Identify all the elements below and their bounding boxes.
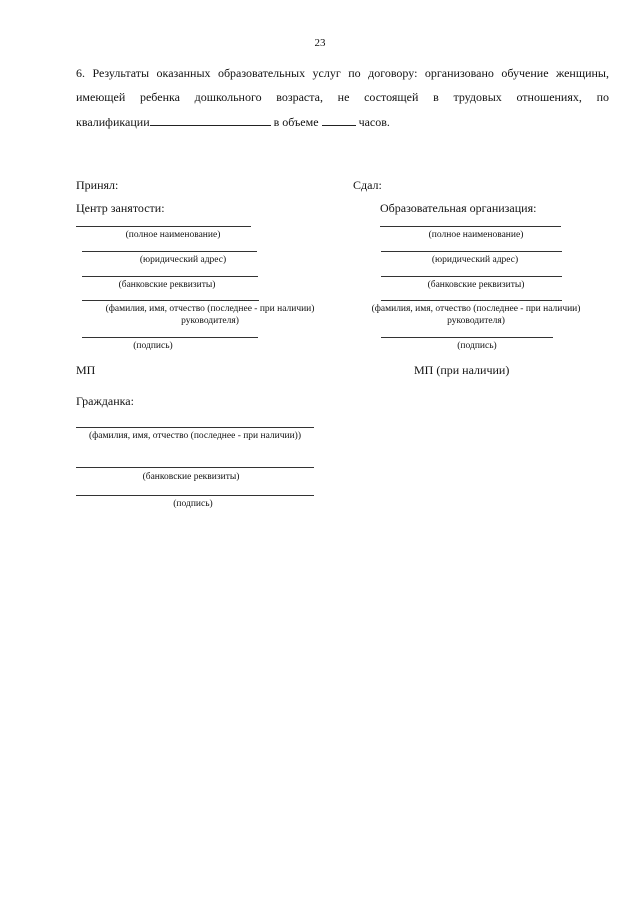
hours-blank: [322, 114, 356, 126]
left-head-name-caption: (фамилия, имя, отчество (последнее - при наличии) руководителя): [105, 304, 315, 326]
citizen-bank-details-line: [76, 467, 314, 468]
left-seal-label: МП: [76, 363, 96, 377]
clause-line-2: имеющей ребенка дошкольного возраста, не состоящей в трудовых отношениях, по: [76, 90, 609, 104]
citizen-full-name-line: [76, 427, 314, 428]
citizen-label: Гражданка:: [76, 394, 134, 408]
left-bank-details-caption: (банковские реквизиты): [118, 280, 216, 290]
right-full-name-line: [380, 226, 561, 227]
right-bank-details-line: [381, 276, 562, 277]
right-head-name-caption: (фамилия, имя, отчество (последнее - при наличии) руководителя): [371, 304, 581, 326]
accepted-label: Принял:: [76, 178, 119, 192]
citizen-bank-details-caption: (банковские реквизиты): [142, 472, 240, 482]
right-bank-details-caption: (банковские реквизиты): [427, 280, 525, 290]
page-number: 23: [314, 37, 326, 49]
left-full-name-caption: (полное наименование): [125, 230, 221, 240]
volume-label: в объеме: [273, 115, 319, 129]
left-full-name-line: [76, 226, 251, 227]
left-signature-caption: (подпись): [133, 341, 173, 351]
left-signature-line: [82, 337, 258, 338]
educational-organization-label: Образовательная организация:: [380, 201, 537, 215]
left-head-name-line: [82, 300, 259, 301]
right-seal-text: МП (при наличии): [414, 363, 510, 377]
left-legal-address-caption: (юридический адрес): [139, 255, 227, 265]
citizen-signature-caption: (подпись): [173, 499, 213, 509]
right-legal-address-caption: (юридический адрес): [431, 255, 519, 265]
qualification-label: квалификации: [76, 115, 150, 129]
citizen-signature-line: [76, 495, 314, 496]
right-signature-line: [381, 337, 553, 338]
right-legal-address-line: [381, 251, 562, 252]
left-legal-address-line: [82, 251, 257, 252]
hours-label: часов.: [358, 115, 390, 129]
clause-line-1: 6. Результаты оказанных образовательных услуг по договору: организовано обучение женщины,: [76, 66, 609, 80]
right-signature-caption: (подпись): [457, 341, 497, 351]
right-seal-label: [414, 363, 509, 377]
right-head-name-line: [381, 300, 562, 301]
right-full-name-caption: (полное наименование): [428, 230, 524, 240]
citizen-full-name-caption: (фамилия, имя, отчество (последнее - при наличии)): [88, 431, 302, 441]
employment-center-label: Центр занятости:: [76, 201, 165, 215]
left-bank-details-line: [82, 276, 258, 277]
qualification-blank: [150, 114, 271, 126]
handed-label: Сдал:: [353, 178, 382, 192]
clause-line-3: [76, 114, 609, 129]
